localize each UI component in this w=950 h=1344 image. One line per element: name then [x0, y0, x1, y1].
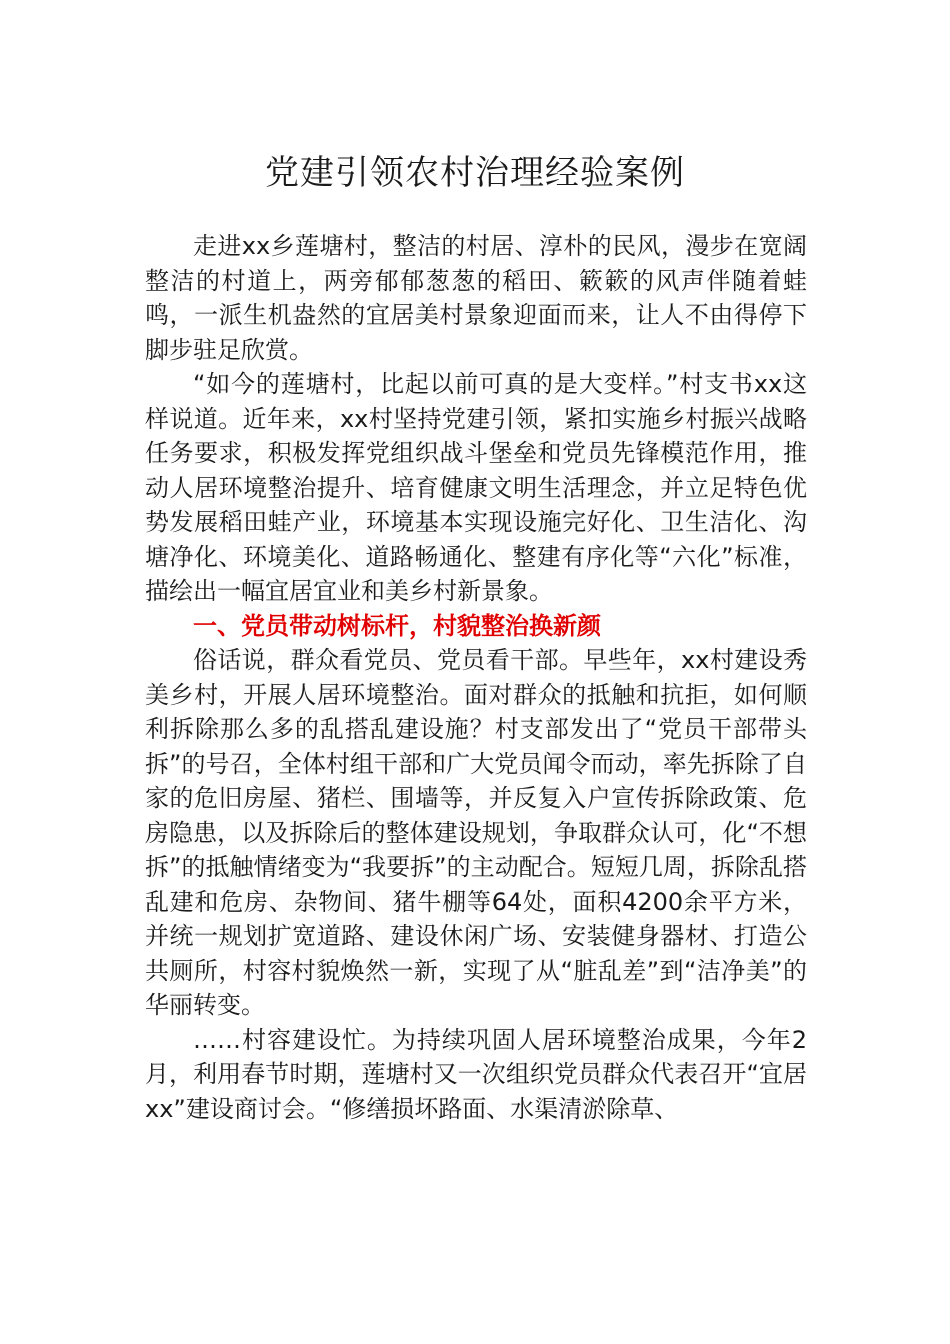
paragraph-section1-a: 俗话说，群众看党员、党员看干部。早些年，xx村建设秀美乡村，开展人居环境整治。面对群众的抵触和抗拒，如何顺利拆除那么多的乱搭乱建设施？村支部发出了“党员干部带头拆”的号召，全体村组干部和广大党员闻令而动，率先拆除了自家的危旧房屋、猪栏、围墙等，并反复入户宣传拆除政策、危房隐患，以及拆除后的整体建设规划，争取群众认可，化“不想拆”的抵触情绪变为“我要拆”的主动配合。短短几周，拆除乱搭乱建和危房、杂物间、猪牛棚等64处，面积4200余平方米，并统一规划扩宽道路、建设休闲广场、安装健身器材、打造公共厕所，村容村貌焕然一新，实现了从“脏乱差”到“洁净美”的华丽转变。	[145, 646, 807, 1019]
section-heading-1: 一、党员带动树标杆，村貌整治换新颜	[193, 611, 601, 640]
paragraph-intro: 走进xx乡莲塘村，整洁的村居、淳朴的民风，漫步在宽阔整洁的村道上，两旁郁郁葱葱的稻田、簌簌的风声伴随着蛙鸣，一派生机盎然的宜居美村景象迎面而来，让人不由得停下脚步驻足欣赏。	[145, 232, 807, 364]
document-title: 党建引领农村治理经验案例	[265, 153, 685, 193]
paragraph-section1-b: ……村容建设忙。为持续巩固人居环境整治成果，今年2月，利用春节时期，莲塘村又一次组织党员群众代表召开“宜居xx”建设商讨会。“修缮损坏路面、水渠清淤除草、	[145, 1025, 807, 1123]
paragraph-quote: “如今的莲塘村，比起以前可真的是大变样。”村支书xx这样说道。近年来，xx村坚持党建引领，紧扣实施乡村振兴战略任务要求，积极发挥党组织战斗堡垒和党员先锋模范作用，推动人居环境整治提升、培育健康文明生活理念，并立足特色优势发展稻田蛙产业，环境基本实现设施完好化、卫生洁化、沟塘净化、环境美化、道路畅通化、整建有序化等“六化”标准，描绘出一幅宜居宜业和美乡村新景象。	[145, 370, 807, 605]
document-body	[145, 229, 807, 1126]
